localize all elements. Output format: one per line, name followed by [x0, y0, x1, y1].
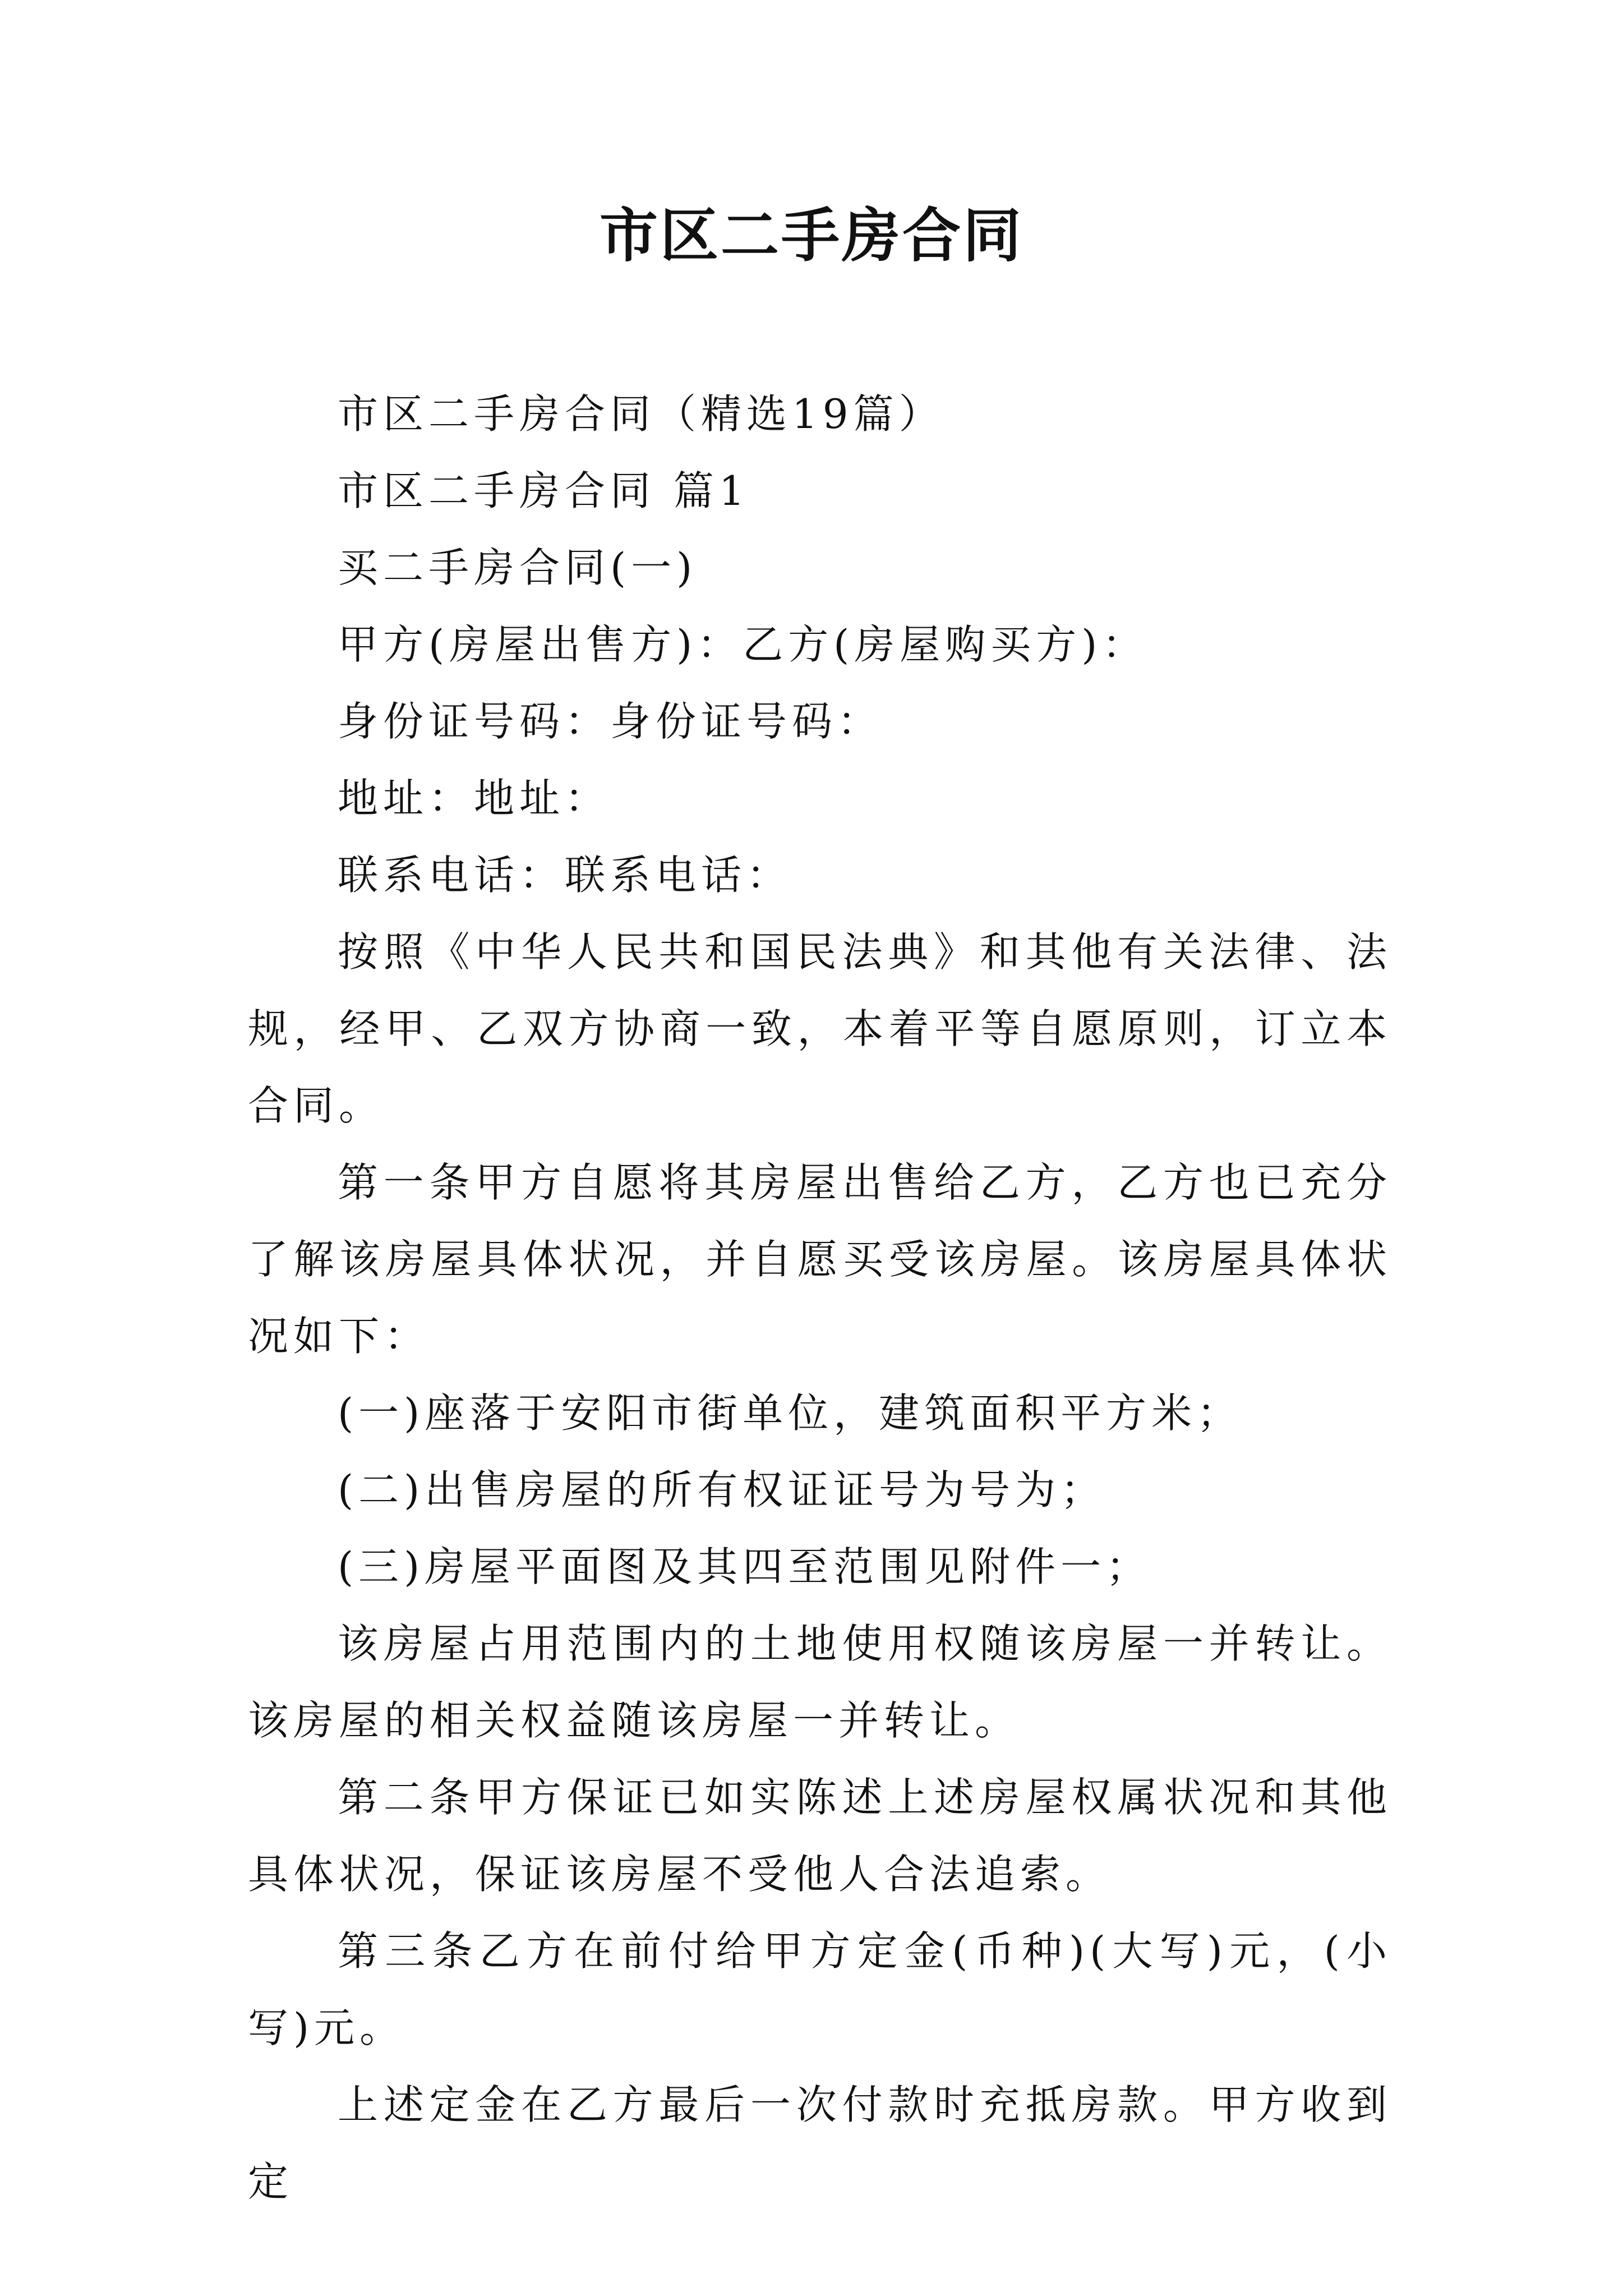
paragraph-article-2: 第二条甲方保证已如实陈述上述房屋权属状况和其他具体状况，保证该房屋不受他人合法追索。 — [248, 1774, 1392, 1898]
paragraph-land-rights: 该房屋占用范围内的土地使用权随该房屋一并转让。该房屋的相关权益随该房屋一并转让。 — [248, 1620, 1392, 1744]
paragraph-item-2: (二)出售房屋的所有权证证号为号为； — [338, 1466, 1106, 1513]
document-title: 市区二手房合同 — [599, 201, 1023, 270]
paragraph-deposit: 上述定金在乙方最后一次付款时充抵房款。甲方收到定 — [248, 2081, 1392, 2205]
paragraph-id-numbers: 身份证号码：身份证号码： — [338, 698, 883, 745]
paragraph-preamble: 按照《中华人民共和国民法典》和其他有关法律、法规，经甲、乙双方协商一致，本着平等自愿原则，订立本合同。 — [248, 928, 1392, 1129]
paragraph-addresses: 地址：地址： — [338, 775, 611, 822]
paragraph-subtitle: 市区二手房合同（精选19篇） — [338, 390, 944, 438]
paragraph-item-1: (一)座落于安阳市街单位，建筑面积平方米； — [338, 1389, 1243, 1437]
document-body — [248, 376, 1392, 2220]
paragraph-section-heading: 市区二手房合同 篇1 — [338, 467, 750, 514]
paragraph-article-3: 第三条乙方在前付给甲方定金(币种)(大写)元，(小写)元。 — [248, 1927, 1392, 2051]
paragraph-phones: 联系电话：联系电话： — [338, 852, 792, 899]
paragraph-article-1: 第一条甲方自愿将其房屋出售给乙方，乙方也已充分了解该房屋具体状况，并自愿买受该房屋。该房屋具体状况如下： — [248, 1159, 1392, 1360]
paragraph-item-3: (三)房屋平面图及其四至范围见附件一； — [338, 1543, 1152, 1590]
paragraph-contract-name: 买二手房合同(一) — [338, 544, 698, 591]
paragraph-parties: 甲方(房屋出售方)：乙方(房屋购买方)： — [338, 621, 1148, 668]
